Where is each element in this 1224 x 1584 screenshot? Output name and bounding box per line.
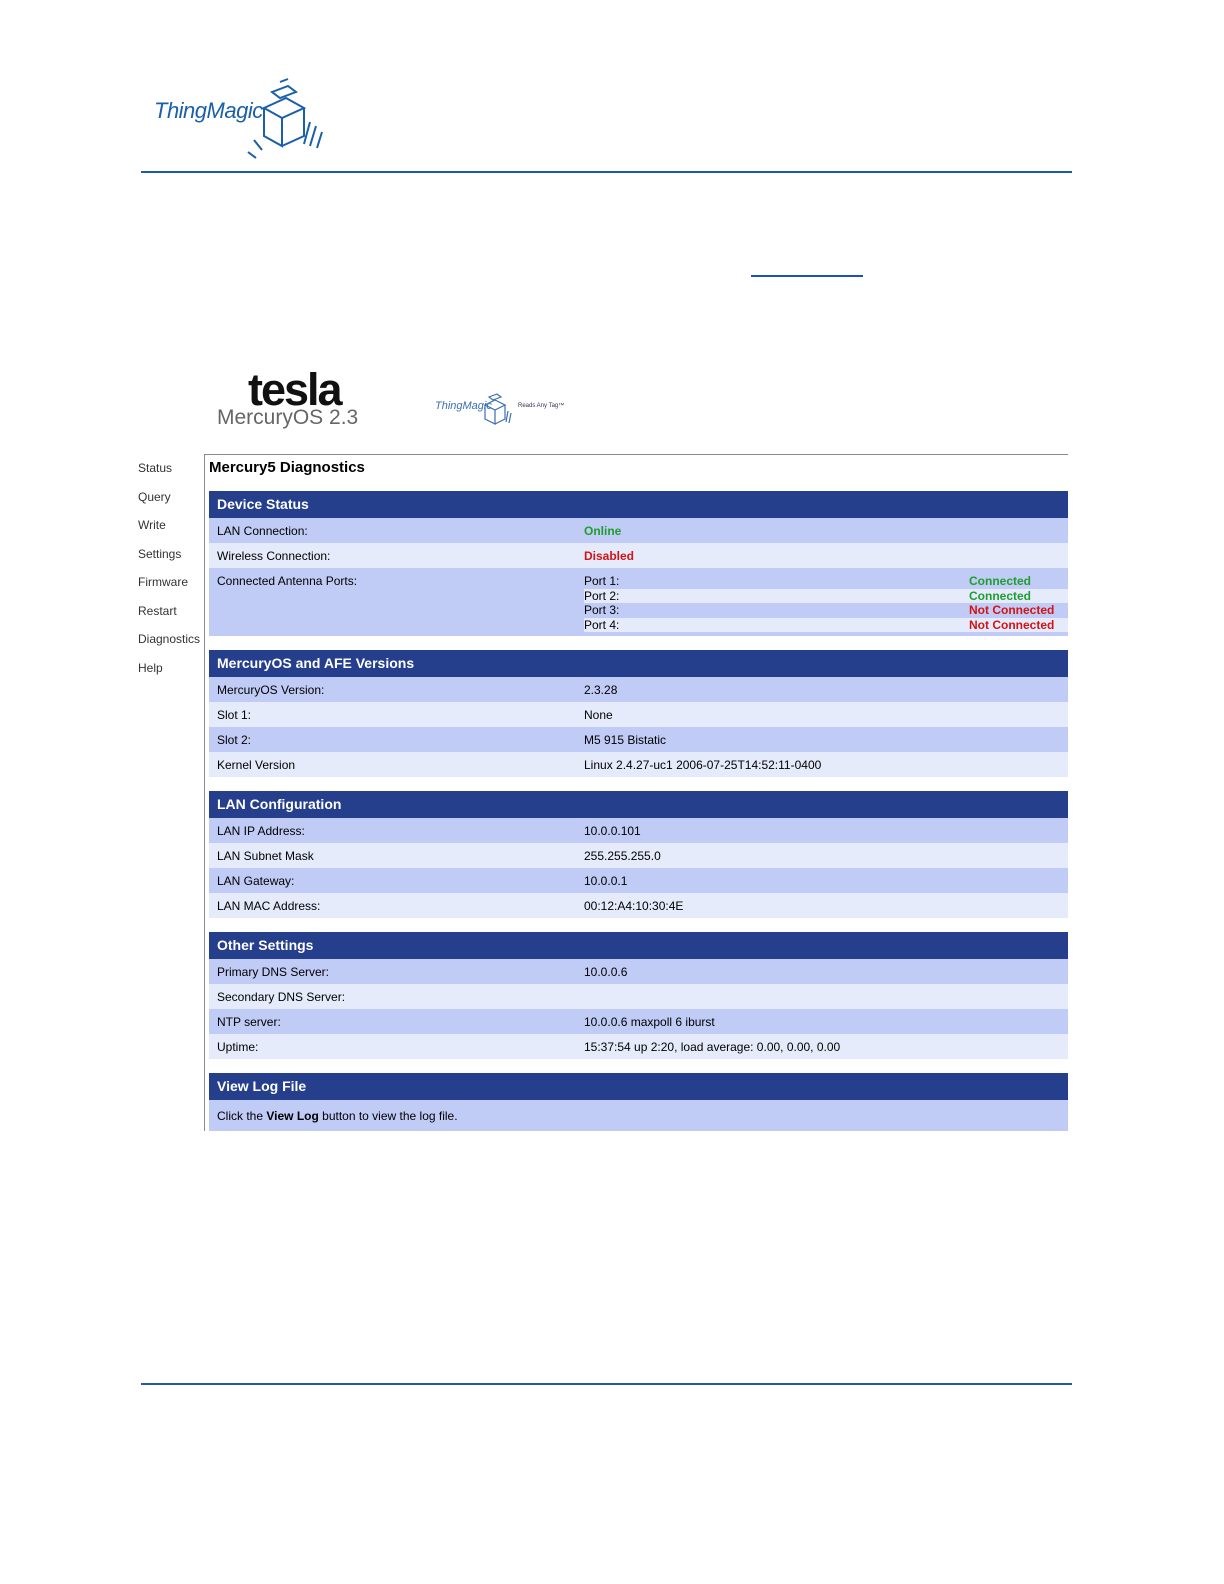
table-row bbox=[209, 518, 1068, 543]
row-label: LAN IP Address: bbox=[217, 823, 305, 838]
section-header: MercuryOS and AFE Versions bbox=[209, 650, 1068, 677]
table-row bbox=[209, 868, 1068, 893]
nav-item-firmware[interactable]: Firmware bbox=[138, 575, 188, 589]
row-value: 10.0.0.6 bbox=[584, 964, 628, 979]
section-body bbox=[209, 518, 1068, 636]
sidebar-nav bbox=[138, 461, 204, 689]
section-header: Other Settings bbox=[209, 932, 1068, 959]
port-name: Port 3: bbox=[584, 603, 620, 617]
section-body bbox=[209, 1100, 1068, 1131]
brand-os-version: MercuryOS 2.3 bbox=[217, 406, 359, 429]
versions-section bbox=[209, 650, 1068, 777]
table-row bbox=[209, 818, 1068, 843]
cube-logo-icon bbox=[244, 78, 330, 164]
nav-item-write[interactable]: Write bbox=[138, 518, 166, 532]
thingmagic-mini-logo bbox=[433, 391, 583, 431]
other-settings-section bbox=[209, 932, 1068, 1059]
table-row bbox=[209, 893, 1068, 918]
table-row bbox=[209, 727, 1068, 752]
port-row bbox=[584, 618, 1068, 633]
row-value: 2.3.28 bbox=[584, 682, 618, 697]
log-text-before: Click the bbox=[217, 1108, 267, 1123]
nav-item-diagnostics[interactable]: Diagnostics bbox=[138, 632, 201, 646]
row-value: 255.255.255.0 bbox=[584, 848, 661, 863]
sidebar-divider bbox=[204, 454, 205, 1131]
section-header: LAN Configuration bbox=[209, 791, 1068, 818]
document-link-underline[interactable] bbox=[751, 275, 863, 277]
row-label: Slot 2: bbox=[217, 732, 252, 747]
table-row bbox=[209, 1009, 1068, 1034]
port-name: Port 4: bbox=[584, 617, 620, 632]
section-header: View Log File bbox=[209, 1073, 1068, 1100]
table-row bbox=[209, 677, 1068, 702]
row-label: Kernel Version bbox=[217, 757, 296, 772]
nav-item-help[interactable]: Help bbox=[138, 660, 163, 675]
nav-item-status[interactable]: Status bbox=[138, 461, 173, 475]
row-value: M5 915 Bistatic bbox=[584, 732, 667, 747]
table-row bbox=[209, 984, 1068, 1009]
log-instruction bbox=[209, 1109, 458, 1123]
nav-item-settings[interactable]: Settings bbox=[138, 546, 182, 561]
device-status-section bbox=[209, 491, 1068, 636]
mercury-web-ui bbox=[138, 364, 1072, 1135]
row-label: LAN Gateway: bbox=[217, 873, 295, 888]
row-label: LAN Connection: bbox=[217, 523, 308, 538]
row-label: Uptime: bbox=[217, 1039, 259, 1054]
row-value: None bbox=[584, 707, 613, 722]
row-label: Connected Antenna Ports: bbox=[217, 574, 358, 588]
port-status: Connected bbox=[969, 574, 1032, 588]
lan-status-value: Online bbox=[584, 523, 622, 538]
log-instruction-row bbox=[209, 1100, 1068, 1131]
table-row bbox=[209, 752, 1068, 777]
row-label: LAN MAC Address: bbox=[217, 898, 321, 913]
wireless-status-value: Disabled bbox=[584, 548, 635, 563]
port-status: Not Connected bbox=[969, 603, 1055, 617]
row-value: 00:12:A4:10:30:4E bbox=[584, 898, 684, 913]
section-body bbox=[209, 818, 1068, 918]
port-row bbox=[584, 574, 1068, 589]
port-list bbox=[584, 568, 1068, 632]
brand-name: tesla bbox=[248, 364, 341, 415]
section-header: Device Status bbox=[209, 491, 1068, 518]
section-body bbox=[209, 677, 1068, 777]
table-row bbox=[209, 543, 1068, 568]
row-label: MercuryOS Version: bbox=[217, 682, 325, 697]
tesla-brand bbox=[217, 364, 359, 429]
row-value: 10.0.0.101 bbox=[584, 823, 641, 838]
section-body bbox=[209, 959, 1068, 1059]
port-name: Port 2: bbox=[584, 588, 620, 603]
table-row bbox=[209, 959, 1068, 984]
nav-item-query[interactable]: Query bbox=[138, 489, 171, 504]
row-label: LAN Subnet Mask bbox=[217, 848, 314, 863]
table-row bbox=[209, 702, 1068, 727]
row-value: 10.0.0.6 maxpoll 6 iburst bbox=[584, 1014, 715, 1029]
port-name: Port 1: bbox=[584, 574, 620, 588]
mini-cube-icon bbox=[479, 391, 515, 431]
footer-rule bbox=[141, 1383, 1072, 1385]
port-status: Not Connected bbox=[969, 617, 1055, 632]
row-value: 10.0.0.1 bbox=[584, 873, 628, 888]
row-value: 15:37:54 up 2:20, load average: 0.00, 0.00, 0.00 bbox=[584, 1039, 841, 1054]
antenna-ports-row bbox=[209, 568, 1068, 636]
row-label: Slot 1: bbox=[217, 707, 252, 722]
row-label: Secondary DNS Server: bbox=[217, 989, 346, 1004]
port-row bbox=[584, 603, 1068, 618]
log-text-after: button to view the log file. bbox=[318, 1108, 458, 1123]
mini-logo-text: ThingMagic bbox=[435, 400, 492, 412]
table-row bbox=[209, 1034, 1068, 1059]
page-title: Mercury5 Diagnostics bbox=[209, 459, 365, 476]
row-label: Wireless Connection: bbox=[217, 548, 331, 563]
view-log-button-ref: View Log bbox=[266, 1108, 319, 1123]
header-rule bbox=[141, 171, 1072, 173]
ui-header-rule bbox=[204, 454, 1068, 455]
row-label: NTP server: bbox=[217, 1014, 281, 1029]
mini-logo-tagline: Reads Any Tag™ bbox=[518, 403, 565, 409]
doc-logo-text: ThingMagic bbox=[154, 98, 263, 123]
table-row bbox=[209, 843, 1068, 868]
row-label: Primary DNS Server: bbox=[217, 964, 330, 979]
diagnostics-sections bbox=[209, 491, 1068, 1145]
port-row bbox=[584, 589, 1068, 604]
view-log-section bbox=[209, 1073, 1068, 1131]
nav-item-restart[interactable]: Restart bbox=[138, 603, 177, 618]
thingmagic-doc-logo bbox=[150, 78, 330, 164]
port-status: Connected bbox=[969, 588, 1032, 603]
row-value: Linux 2.4.27-uc1 2006-07-25T14:52:11-0400 bbox=[584, 757, 822, 772]
lan-config-section bbox=[209, 791, 1068, 918]
